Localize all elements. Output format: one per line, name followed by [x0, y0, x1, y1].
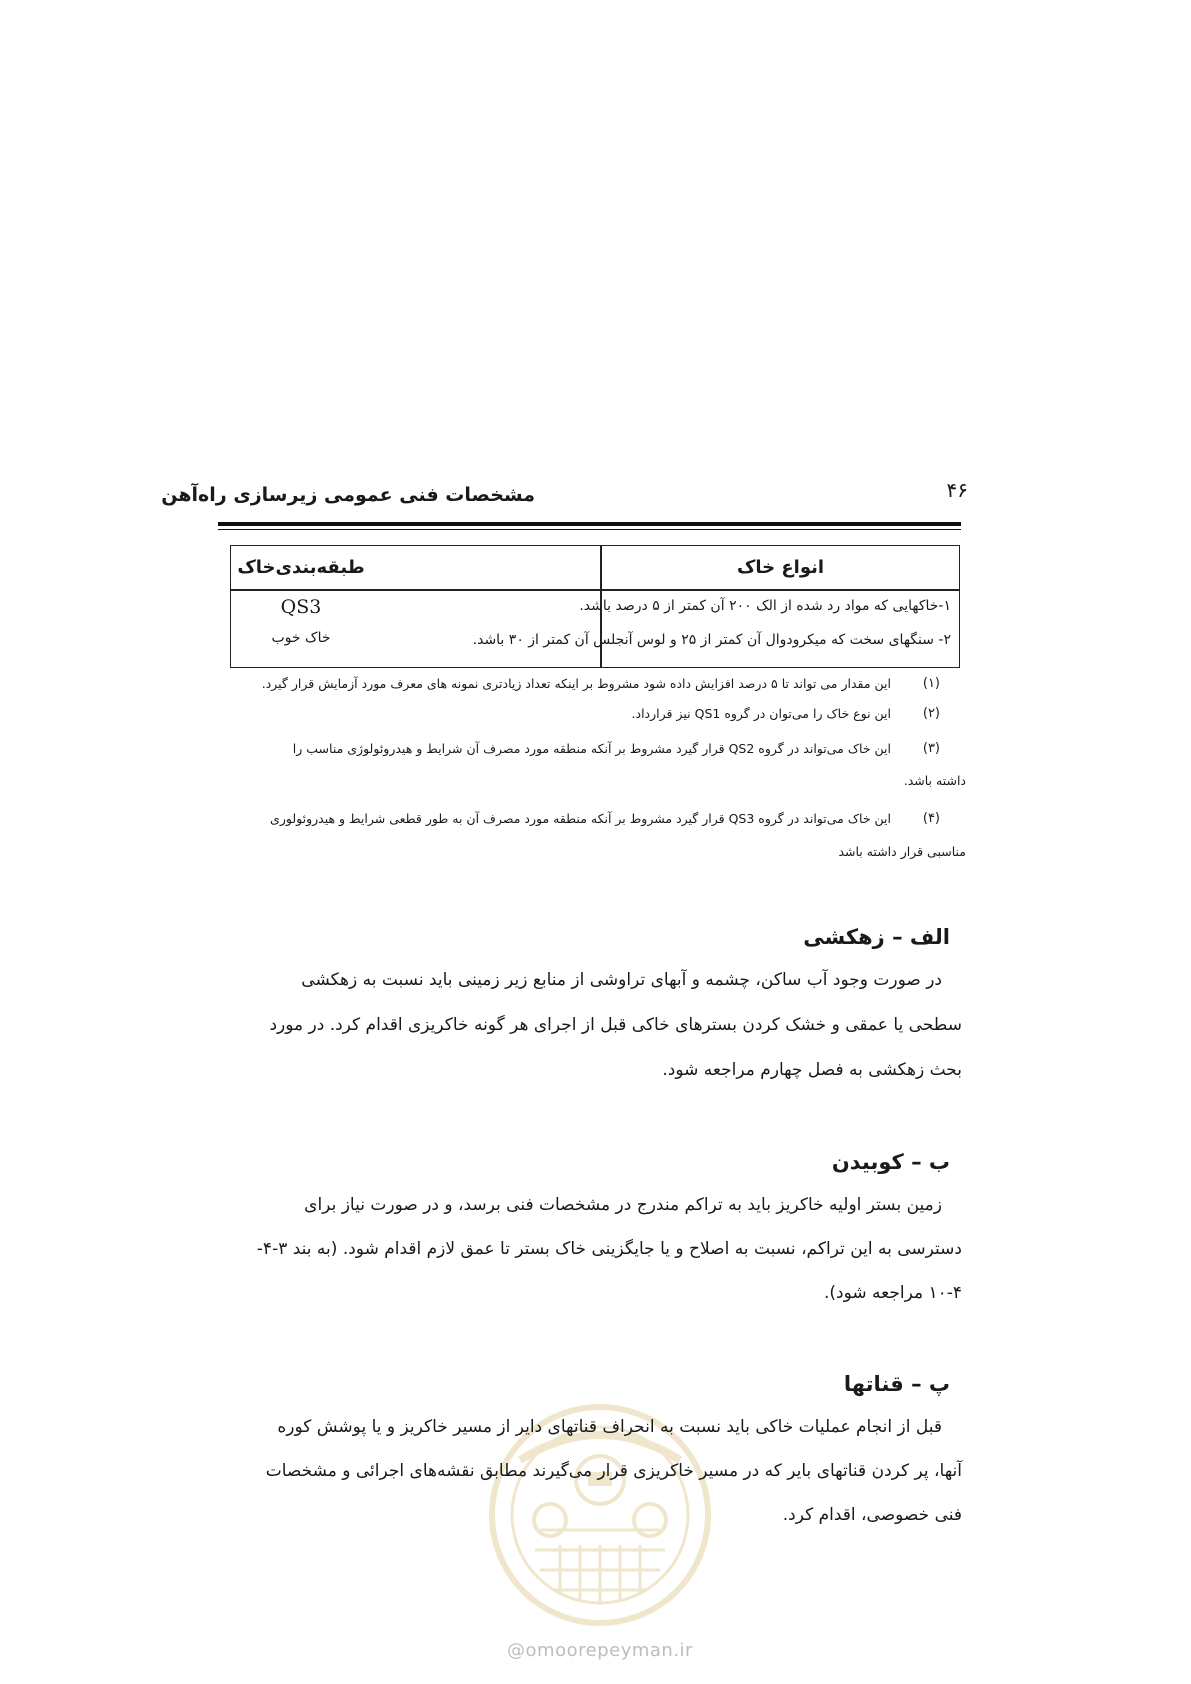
section-heading-drainage: الف – زهکشی	[803, 925, 950, 949]
paragraph-line: در صورت وجود آب ساکن، چشمه و آبهای تراوشی از منابع زیر زمینی باید نسبت به زهکشی	[301, 970, 942, 990]
table-row-divider	[231, 589, 959, 591]
watermark-url: @omoorepeyman.ir	[507, 1640, 693, 1661]
table-cell-soil-type-2: ۲- سنگهای سخت که میکرودوال آن کمتر از ۲۵ و لوس آنجلس آن کمتر از ۳۰ باشد.	[472, 632, 951, 648]
paragraph-line: دسترسی به این تراکم، نسبت به اصلاح و یا جایگزینی خاک بستر تا عمق لازم اقدام شود. (به بند ۳-۴-	[256, 1239, 962, 1259]
paragraph-line: زمین بستر اولیه خاکریز باید به تراکم مندرج در مشخصات فنی برسد، و در صورت نیاز برای	[304, 1195, 942, 1215]
paragraph-line: بحث زهکشی به فصل چهارم مراجعه شود.	[662, 1060, 962, 1080]
paragraph-line: ۱۰-۴ مراجعه شود).	[823, 1283, 962, 1303]
footnote-4-number: (۴)	[922, 811, 940, 826]
footnote-2-number: (۲)	[922, 706, 940, 721]
paragraph-line: سطحی یا عمقی و خشک کردن بسترهای خاکی قبل از اجرای هر گونه خاکریزی اقدام کرد. در مورد	[269, 1015, 962, 1035]
running-header-title: مشخصات فنی عمومی زیرسازی راه‌آهن	[161, 484, 535, 506]
footnote-2-text: این نوع خاک را می‌توان در گروه QS1 نیز قرارداد.	[631, 706, 891, 721]
footnote-1-text: این مقدار می تواند تا ۵ درصد افزایش داده شود مشروط بر اینکه تعداد زیادتری نمونه های معرف مورد آزمایش قرار گیرد.	[261, 676, 891, 691]
section-heading-compaction: ب – کوبیدن	[831, 1150, 950, 1174]
footnote-1-number: (۱)	[922, 676, 940, 691]
page-number: ۴۶	[946, 478, 968, 502]
header-rule-thin	[218, 529, 961, 530]
footnote-4-continuation: مناسبی قرار داشته باشد	[838, 844, 966, 859]
footnote-3-text: این خاک می‌تواند در گروه QS2 قرار گیرد مشروط بر آنکه منطقه مورد مصرف آن شرایط و هیدروئولوژی مناسب را	[292, 741, 891, 756]
table-cell-class-code: QS3	[280, 596, 322, 618]
footnote-3-continuation: داشته باشد.	[903, 773, 966, 788]
footnote-4-text: این خاک می‌تواند در گروه QS3 قرار گیرد مشروط بر آنکه منطقه مورد مصرف آن به طور قطعی شرایط و هیدروئولوری	[270, 811, 891, 826]
footnote-3-number: (۳)	[922, 741, 940, 756]
paragraph-line: قبل از انجام عملیات خاکی باید نسبت به انحراف قناتهای دایر از مسیر خاکریز و یا پوشش کوره	[277, 1417, 942, 1437]
table-cell-class-name: خاک خوب	[271, 630, 331, 646]
paragraph-line: آنها، پر کردن قناتهای بایر که در مسیر خاکریزی قرار می‌گیرند مطابق نقشه‌های اجرائی و مشخصات	[265, 1461, 962, 1481]
table-header-classification: طبقه‌بندی‌خاک	[237, 557, 365, 578]
table-header-soil-types: انواع خاک	[736, 557, 825, 578]
table-cell-soil-type-1: ۱-خاکهایی که مواد رد شده از الک ۲۰۰ آن کمتر از ۵ درصد باشد.	[579, 598, 951, 614]
soil-classification-table	[230, 545, 960, 668]
header-rule-thick	[218, 522, 961, 526]
section-heading-qanats: پ – قناتها	[843, 1372, 950, 1396]
paragraph-line: فنی خصوصی، اقدام کرد.	[782, 1505, 962, 1525]
